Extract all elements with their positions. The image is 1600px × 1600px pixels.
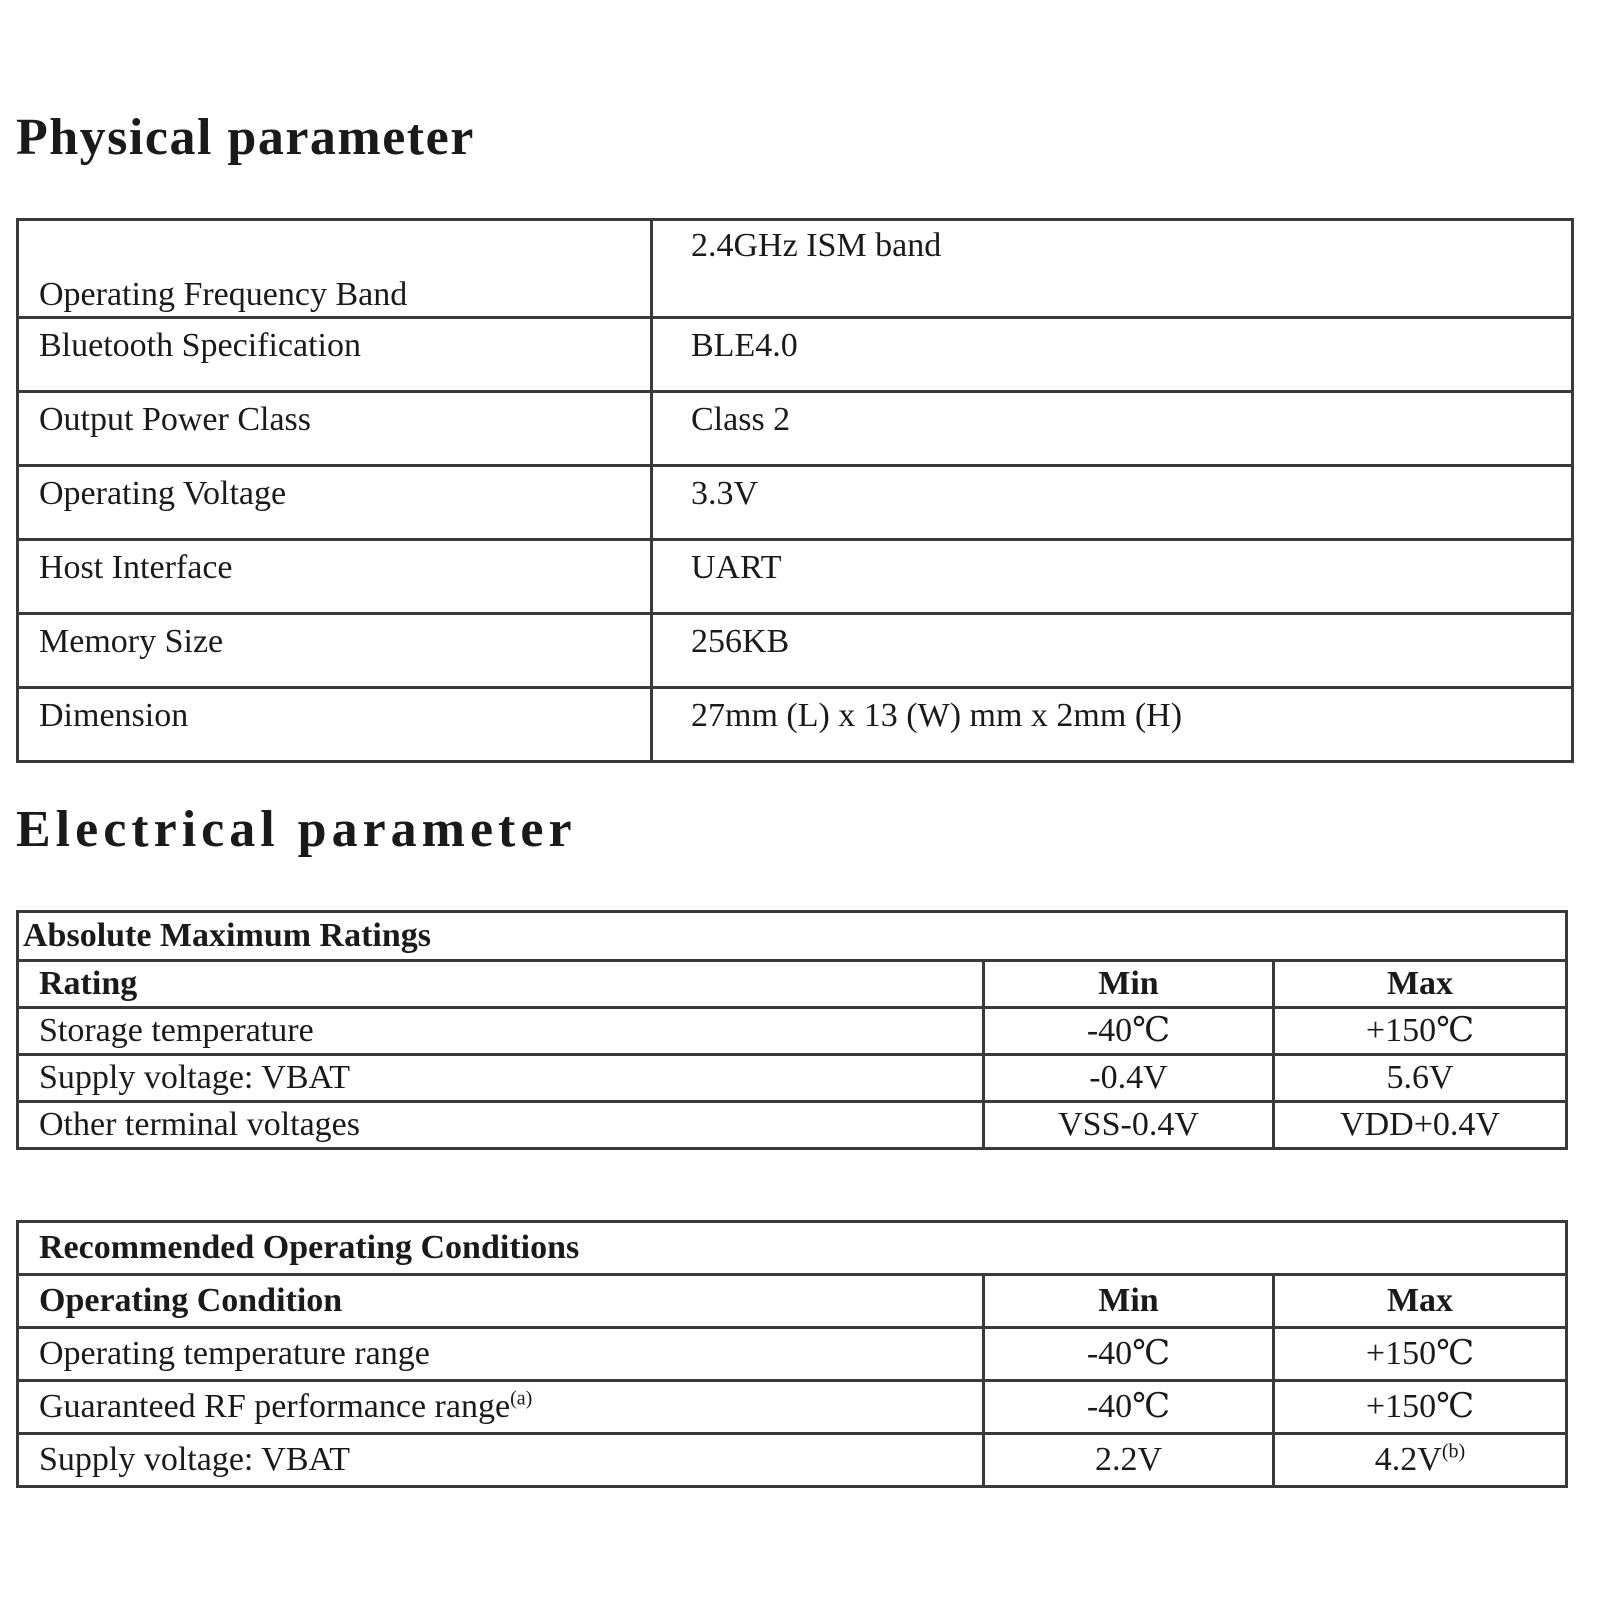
table-row (18, 540, 1573, 614)
absolute-maximum-ratings-table (16, 910, 1568, 1150)
column-header: Max (1274, 1275, 1567, 1328)
table-row (18, 1328, 1567, 1381)
table-row (18, 1102, 1567, 1149)
min-value: -40℃ (984, 1381, 1274, 1434)
table-header-row (18, 1275, 1567, 1328)
max-value: +150℃ (1274, 1008, 1567, 1055)
min-value: -40℃ (984, 1008, 1274, 1055)
condition-name: Supply voltage: VBAT (39, 1441, 351, 1478)
max-value: +150℃ (1365, 1335, 1475, 1372)
max-cell (1274, 1381, 1567, 1434)
table-title: Recommended Operating Conditions (18, 1222, 1567, 1275)
param-value: UART (652, 540, 1573, 614)
table-title-row (18, 912, 1567, 961)
rating-name: Supply voltage: VBAT (18, 1055, 984, 1102)
electrical-parameter-heading: Electrical parameter (16, 801, 577, 858)
max-value: 4.2V (1374, 1441, 1442, 1478)
table-row (18, 318, 1573, 392)
column-header: Max (1274, 961, 1567, 1008)
table-header-row (18, 961, 1567, 1008)
condition-cell (18, 1434, 984, 1487)
param-label: Operating Voltage (18, 466, 652, 540)
table-title: Absolute Maximum Ratings (18, 912, 1567, 961)
footnote-marker: (a) (510, 1387, 533, 1410)
footnote-marker: (b) (1441, 1440, 1466, 1463)
table-row (18, 1434, 1567, 1487)
table-row (18, 392, 1573, 466)
param-value: 27mm (L) x 13 (W) mm x 2mm (H) (652, 688, 1573, 762)
max-value: 5.6V (1274, 1055, 1567, 1102)
max-value: +150℃ (1365, 1388, 1475, 1425)
table-row (18, 614, 1573, 688)
param-label: Host Interface (18, 540, 652, 614)
min-value: 2.2V (984, 1434, 1274, 1487)
param-label: Bluetooth Specification (18, 318, 652, 392)
param-value: 256KB (652, 614, 1573, 688)
rating-name: Storage temperature (18, 1008, 984, 1055)
table-row (18, 1055, 1567, 1102)
min-value: VSS-0.4V (984, 1102, 1274, 1149)
column-header: Min (984, 961, 1274, 1008)
param-value: 2.4GHz ISM band (652, 220, 1573, 318)
max-cell (1274, 1434, 1567, 1487)
min-value: -0.4V (984, 1055, 1274, 1102)
table-row (18, 1381, 1567, 1434)
column-header: Min (984, 1275, 1274, 1328)
table-title-row (18, 1222, 1567, 1275)
param-label: Output Power Class (18, 392, 652, 466)
param-label: Operating Frequency Band (18, 220, 652, 318)
condition-cell (18, 1328, 984, 1381)
column-header: Rating (18, 961, 984, 1008)
recommended-operating-conditions-table (16, 1220, 1568, 1488)
physical-parameter-table (16, 218, 1574, 763)
condition-name: Operating temperature range (39, 1335, 430, 1372)
table-row (18, 220, 1573, 318)
table-row (18, 1008, 1567, 1055)
table-row (18, 688, 1573, 762)
max-cell (1274, 1328, 1567, 1381)
param-label: Memory Size (18, 614, 652, 688)
param-value: BLE4.0 (652, 318, 1573, 392)
column-header: Operating Condition (18, 1275, 984, 1328)
rating-name: Other terminal voltages (18, 1102, 984, 1149)
condition-cell (18, 1381, 984, 1434)
table-row (18, 466, 1573, 540)
physical-parameter-heading: Physical parameter (16, 109, 475, 166)
param-label: Dimension (18, 688, 652, 762)
condition-name: Guaranteed RF performance range (39, 1388, 511, 1425)
max-value: VDD+0.4V (1274, 1102, 1567, 1149)
min-value: -40℃ (984, 1328, 1274, 1381)
param-value: Class 2 (652, 392, 1573, 466)
param-value: 3.3V (652, 466, 1573, 540)
